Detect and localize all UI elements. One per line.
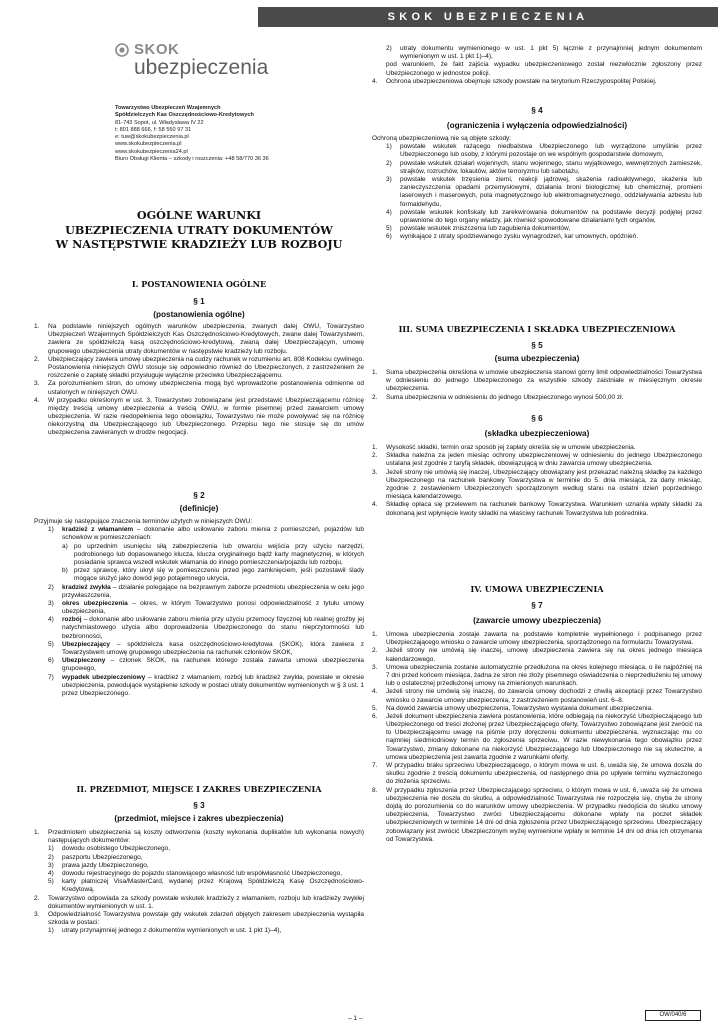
section-3-heading: III. SUMA UBEZPIECZENIA I SKŁADKA UBEZPIECZENIOWA — [398, 324, 676, 334]
company-name-line1: Towarzystwo Ubezpieczeń Wzajemnych — [115, 105, 221, 111]
list-item: 1. Suma ubezpieczenia określona w umowie ubezpieczenia stanowi górny limit odpowiedzialności Towarzystwa w odniesieniu do jednego Ubezpieczonego za wszystkie szkody zaistniałe w miesięcznym okresie ubezpieczenia. — [372, 369, 702, 393]
definitions-intro: Przyjmuje się następujące znaczenia terminów użytych w niniejszych OWU: — [34, 518, 253, 525]
paragraph-3-continued — [372, 45, 702, 86]
logo-skok-text: SKOK — [134, 41, 180, 58]
paragraph-3-list — [34, 829, 364, 935]
paragraph-3-subtitle: (przedmiot, miejsce i zakres ubezpieczenia) — [114, 814, 284, 823]
list-item: 7. W przypadku braku sprzeciwu Ubezpieczającego, o którym mowa w ust. 6, uważa się, że umowa doszła do skutku zgodnie z treścią dokumentu ubezpieczenia, od następnego dnia po upływie terminu wyznaczonego do złożenia sprzeciwu. — [372, 762, 702, 786]
paragraph-7-list — [372, 631, 702, 844]
list-item: 2. Ubezpieczający zawiera umowę ubezpieczenia na cudzy rachunek w rozumieniu art. 808 Kodeksu cywilnego. Postanowienia niniejszych OWU stosuje się odpowiednio również do Ubezpieczonych, z zastrzeżeniem że roszczenie o zapłatę składki przysługuje wyłącznie przeciwko Ubezpieczającemu. — [34, 355, 364, 380]
paragraph-1-number: § 1 — [193, 297, 205, 306]
list-item: 4) dowodu rejestracyjnego do pojazdu stanowiącego własność lub współwłasność Ubezpieczonego, — [48, 869, 343, 877]
paragraph-4-list — [372, 135, 702, 241]
paragraph-5-subtitle: (suma ubezpieczenia) — [494, 354, 580, 363]
paragraph-6-number: § 6 — [531, 414, 543, 423]
company-address — [115, 105, 315, 163]
paragraph-1-list — [34, 323, 364, 438]
list-item: 3. Za porozumieniem stron, do umowy ubezpieczenia mogą być wprowadzone postanowienia odmienne od ustalonych w niniejszych OWU. — [34, 380, 364, 396]
paragraph-2-subtitle: (definicje) — [179, 504, 219, 513]
list-item: 1) powstałe wskutek rażącego niedbalstwa Ubezpieczonego lub wyrządzone umyślnie przez Ubezpieczonego lub osoby, z którymi pozostaje on we wspólnym gospodarstwie domowym, — [386, 143, 702, 159]
list-item: pod warunkiem, że fakt zajścia wypadku ubezpieczeniowego został niezwłocznie zgłoszony przez Ubezpieczonego w jednostce policji. — [386, 61, 702, 77]
paragraph-7-subtitle: (zawarcie umowy ubezpieczenia) — [473, 616, 601, 625]
list-item: 5) karty płatniczej Visa/MasterCard, wydanej przez Krajową Spółdzielczą Kasę Oszczędnościowo-Kredytową. — [48, 878, 364, 894]
company-email: e: tuw@skokubezpieczenia.pl — [115, 134, 189, 141]
paragraph-6-list — [372, 444, 702, 518]
list-item: 3) powstałe wskutek trzęsienia ziemi, reakcji jądrowej, skażenia radioaktywnego, skażenia lub zanieczyszczenia opadami przemysłowymi, działania broni biologicznej lub chemicznej, promieni laserowych i maserowych, pola magnetycznego lub elektromagnetycznego, oddziaływania azbestu lub formaldehydu, — [386, 175, 702, 208]
list-item: 1. Wysokość składki, termin oraz sposób jej zapłaty określa się w umowie ubezpieczenia. — [372, 444, 636, 451]
skok-logo-icon — [115, 43, 129, 57]
list-item: 3) prawa jazdy Ubezpieczonego, — [48, 861, 149, 869]
list-item: 1. Na podstawie niniejszych ogólnych warunków ubezpieczenia, zwanych dalej OWU, Towarzystwo Ubezpieczeń Wzajemnych Spółdzielczych Kas Oszczędnościowo-Kredytowych, zwane dalej Towarzystwem, zawiera ze spółdzielczą kasą oszczędnościowo-kredytową, zwaną dalej Ubezpieczającym, umowę grupowego ubezpieczenia utraty dokumentów w następstwie kradzieży lub rozboju. — [34, 323, 364, 355]
list-item: 1) kradzież z włamaniem – dokonanie albo usiłowanie zaboru mienia z pomieszczeń, pojazdów lub schowków w pomieszczeniach: — [48, 526, 364, 542]
list-item: 1) utraty przynajmniej jednego z dokumentów wymienionych w ust. 1 pkt 1)–4), — [48, 927, 282, 935]
list-item: a) po uprzednim usunięciu siłą zabezpieczenia lub otwarciu wejścia przy użyciu narzędzi, podrobionego lub dopasowanego klucza, klucza oryginalnego bądź karty magnetycznej, w których posiadanie sprawca wszedł wskutek włamania do innego pomieszczenia/pojazdu lub rozboju, — [62, 542, 364, 566]
document-code: OW/040/6 — [645, 1010, 701, 1021]
list-item: 3. Odpowiedzialność Towarzystwa powstaje gdy wskutek zdarzeń objętych zakresem ubezpieczenia wystąpiła szkoda w postaci: — [34, 910, 364, 927]
company-website-1: www.skokubezpieczenia.pl — [115, 141, 182, 148]
list-item: 2. Jeżeli strony nie umówią się inaczej, umowę ubezpieczenia zawiera się na okres jednego miesiąca kalendarzowego. — [372, 647, 702, 663]
list-item: 3) okres ubezpieczenia – okres, w którym Towarzystwo ponosi odpowiedzialność z tytułu umowy ubezpieczenia, — [48, 599, 364, 616]
list-item: 6) wynikające z utraty spodziewanego zysku wynagrodzeń, kar umownych, opóźnień. — [386, 233, 639, 241]
company-name-line2: Spółdzielczych Kas Oszczędnościowo-Kredytowych — [115, 112, 254, 119]
list-item: 7) wypadek ubezpieczeniowy – kradzież z włamaniem, rozbój lub kradzież zwykła, powstałe w okresie ubezpieczenia, powodujące wystąpienie szkody w postaci utraty dokumentów wymienionych w § 3 ust. 1 przez Ubezpieczonego. — [48, 673, 364, 697]
company-phone: t: 801 888 666, f: 58 550 97 31 — [115, 126, 192, 133]
company-hotline: Biuro Obsługi Klienta – szkody i roszczenia: +48 58/770 36 36 — [115, 155, 269, 162]
list-item: 4. Jeżeli strony nie umówią się inaczej, do zawarcia umowy dochodzi z chwilą akceptacji przez Towarzystwo wniosku o zawarcie umowy ubezpieczenia, z zastrzeżeniem postanowień ust. 6–8. — [372, 688, 702, 704]
list-item: 2) paszportu Ubezpieczonego, — [48, 853, 143, 861]
title-line-3: W NASTĘPSTWIE KRADZIEŻY LUB ROZBOJU — [55, 237, 343, 252]
title-line-2: UBEZPIECZENIA UTRATY DOKUMENTÓW — [65, 222, 333, 237]
list-item: 1. Umowa ubezpieczenia zostaje zawarta na podstawie kompletnie wypełnionego i podpisanego przez Ubezpieczającego wniosku o zawarcie umowy ubezpieczenia, sporządzonego na formularzu Towarzystwa. — [372, 631, 702, 647]
paragraph-5-list — [372, 369, 702, 402]
list-item: 2. Składka należna za jeden miesiąc ochrony ubezpieczeniowej w odniesieniu do jednego Ubezpieczonego ustalana jest zgodnie z taryfą składek, obowiązującą w dniu zawarcia umowy ubezpieczenia. — [372, 452, 702, 468]
paragraph-1-subtitle: (postanowienia ogólne) — [153, 310, 245, 319]
paragraph-5-number: § 5 — [531, 341, 543, 350]
list-item: b) przez sprawcę, który ukrył się w pomieszczeniu przed jego zamknięciem, jeśli pozostawił ślady mogące służyć jako dowód jego potajemnego ukrycia, — [62, 567, 364, 583]
company-website-2: www.skokubezpieczenia24.pl — [115, 148, 188, 155]
section-4-heading: IV. UMOWA UBEZPIECZENIA — [470, 584, 604, 594]
page-number: – 1 – — [348, 1015, 363, 1022]
paragraph-2-list — [34, 518, 364, 698]
list-item: 6. Jeżeli dokument ubezpieczenia zawiera postanowienia, które odbiegają na niekorzyść Ubezpieczającego lub Ubezpieczonego od treści złożonej przez Ubezpieczającego oferty, Towarzystwo zobowiązane jest zwrócić na to Ubezpieczającemu uwagę na piśmie przy doręczeniu dokumentu ubezpieczenia, wyznaczając mu co najmniej siedmiodniowy termin do zgłoszenia sprzeciwu. W razie niewykonania tego obowiązku przez Towarzystwo, zmiany dokonane na niekorzyść Ubezpieczającego lub Ubezpieczonego nie są skuteczne, a umowa ubezpieczenia jest zawarta zgodnie z warunkami oferty. — [372, 712, 702, 761]
paragraph-4-number: § 4 — [531, 106, 543, 115]
list-item: 4. W przypadku określonym w ust. 3, Towarzystwo zobowiązane jest przedstawić Ubezpieczającemu różnicę między treścią umowy ubezpieczenia a treścią OWU, w formie pisemnej przed zawarciem umowy ubezpieczenia. W razie niedopełnienia tego obowiązku, Towarzystwo nie może powoływać się na różnicę niekorzystną dla Ubezpieczającego lub Ubezpieczonego. Przepisu tego nie stosuje się do umów ubezpieczenia zawieranych w drodze negocjacji. — [34, 396, 364, 437]
list-item: 4. Składkę opłaca się przelewem na rachunek bankowy Towarzystwa. Warunkiem uznania wpłaty składki za dokonaną jest wpłynięcie kwoty składki na właściwy rachunek Towarzystwa lub pośrednika. — [372, 501, 702, 517]
list-item: 5. Na dowód zawarcia umowy ubezpieczenia, Towarzystwo wystawia dokument ubezpieczenia. — [372, 704, 653, 712]
company-street: 81-743 Sopot, ul. Władysława IV 22 — [115, 119, 204, 126]
paragraph-3-number: § 3 — [193, 801, 205, 810]
exclusions-intro: Ochroną ubezpieczeniową nie są objęte szkody: — [372, 135, 512, 142]
list-item: 3. Jeżeli strony nie umówią się inaczej, Ubezpieczający obowiązany jest przekazać należną składkę za każdego Ubezpieczonego na rachunek bankowy Towarzystwa w terminie do 5. dnia miesiąca, za dany miesiąc, zgodnie z zestawieniem Ubezpieczonych sporządzonym według stanu na ostatni dzień poprzedniego miesiąca kalendarzowego. — [372, 468, 702, 501]
paragraph-6-subtitle: (składka ubezpieczeniowa) — [484, 429, 590, 438]
paragraph-7-number: § 7 — [531, 601, 543, 610]
list-item: 5) powstałe wskutek zniszczenia lub zagubienia dokumentów, — [386, 225, 571, 233]
list-item: 4) rozbój – dokonanie albo usiłowanie zaboru mienia przy użyciu przemocy fizycznej lub realnej groźby jej natychmiastowego użycia albo doprowadzenia Ubezpieczonego do stanu nieprzytomności lub bezbronności, — [48, 616, 364, 640]
list-item: 8. W przypadku zgłoszenia przez Ubezpieczającego sprzeciwu, o którym mowa w ust. 6, uważa się że umowa ubezpieczenia nie doszła do skutku, a odpowiedzialność Towarzystwa nie rozpoczęła się, chyba że strony dojdą do porozumienia co do warunków umowy ubezpieczenia. W przypadku niedojścia do skutku umowy ubezpieczenia, Towarzystwo zwróci Ubezpieczającemu dokonane wpłaty na poczet składek ubezpieczeniowych w terminie 14 dni od dnia zgłoszenia przez Ubezpieczającego sprzeciwu. Ubezpieczający zobowiązany jest zwrócić Ubezpieczonym wyżej wymienione wpłaty w terminie 14 dni od dnia ich otrzymania od Towarzystwa. — [372, 786, 702, 843]
list-item: 4. Ochrona ubezpieczeniowa obejmuje szkody powstałe na terytorium Rzeczypospolitej Polskiej. — [372, 77, 657, 85]
list-item: 6) Ubezpieczony – członek SKOK, na rachunek którego została zawarta umowa ubezpieczenia grupowego, — [48, 657, 364, 673]
list-item: 5) Ubezpieczający – spółdzielcza kasa oszczędnościowo-kredytowa (SKOK), która zawiera z Towarzystwem umowę grupowego ubezpieczenia na rachunek członków SKOK, — [48, 640, 364, 656]
list-item: 3. Umowa ubezpieczenia zostanie automatycznie przedłużona na okres kolejnego miesiąca, o ile najpóźniej na 7 dni przed końcem miesiąca, żadna ze stron nie złoży pisemnego oświadczenia o nieprzedłużeniu tej umowy lub o ostatecznej przedłużonej umowy na zmienionych warunkach. — [372, 663, 702, 688]
list-item: 1) dowodu osobistego Ubezpieczonego, — [48, 845, 171, 853]
list-item: 1. Przedmiotem ubezpieczenia są koszty odtworzenia (koszty wykonania duplikatów lub wykonania nowych) następujących dokumentów: — [34, 829, 364, 845]
paragraph-2-number: § 2 — [193, 491, 205, 500]
list-item: 4) powstałe wskutek konfiskaty lub zarekwirowania dokumentów na podstawie decyzji podjętej przez uprawnione do tego organy władzy, jak również spowodowane działaniami tych organów, — [386, 208, 702, 224]
section-1-heading: I. POSTANOWIENIA OGÓLNE — [131, 279, 267, 289]
header-band: SKOK UBEZPIECZENIA — [258, 7, 718, 27]
list-item: 2) utraty dokumentu wymienionego w ust. 1 pkt 5) łącznie z przynajmniej jednym dokumentem wymienionym w ust. 1 pkt 1)–4), — [386, 45, 702, 61]
company-logo — [115, 40, 285, 90]
title-line-1: OGÓLNE WARUNKI — [136, 208, 262, 222]
document-title — [34, 208, 364, 252]
list-item: 2. Suma ubezpieczenia w odniesieniu do jednego Ubezpieczonego wynosi 500,00 zł. — [372, 393, 624, 401]
paragraph-4-subtitle: (ograniczenia i wyłączenia odpowiedzialności) — [446, 121, 628, 130]
logo-ubezpieczenia-text: ubezpieczenia — [134, 56, 269, 79]
list-item: 2. Towarzystwo odpowiada za szkody powstałe wskutek kradzieży z włamaniem, rozboju lub kradzieży zwykłej dokumentów wymienionych w ust. 1. — [34, 894, 364, 910]
list-item: 2) powstałe wskutek działań wojennych, stanu wojennego, stanu wyjątkowego, wewnętrznych zamieszek, strajków, rozruchów, lokautów, aktów terroryzmu lub sabotażu, — [386, 159, 702, 175]
section-2-heading: II. PRZEDMIOT, MIEJSCE I ZAKRES UBEZPIECZENIA — [76, 784, 322, 794]
list-item: 2) kradzież zwykła – działanie polegające na bezprawnym zaborze przedmiotu ubezpieczenia w celu jego przywłaszczenia, — [48, 583, 364, 599]
